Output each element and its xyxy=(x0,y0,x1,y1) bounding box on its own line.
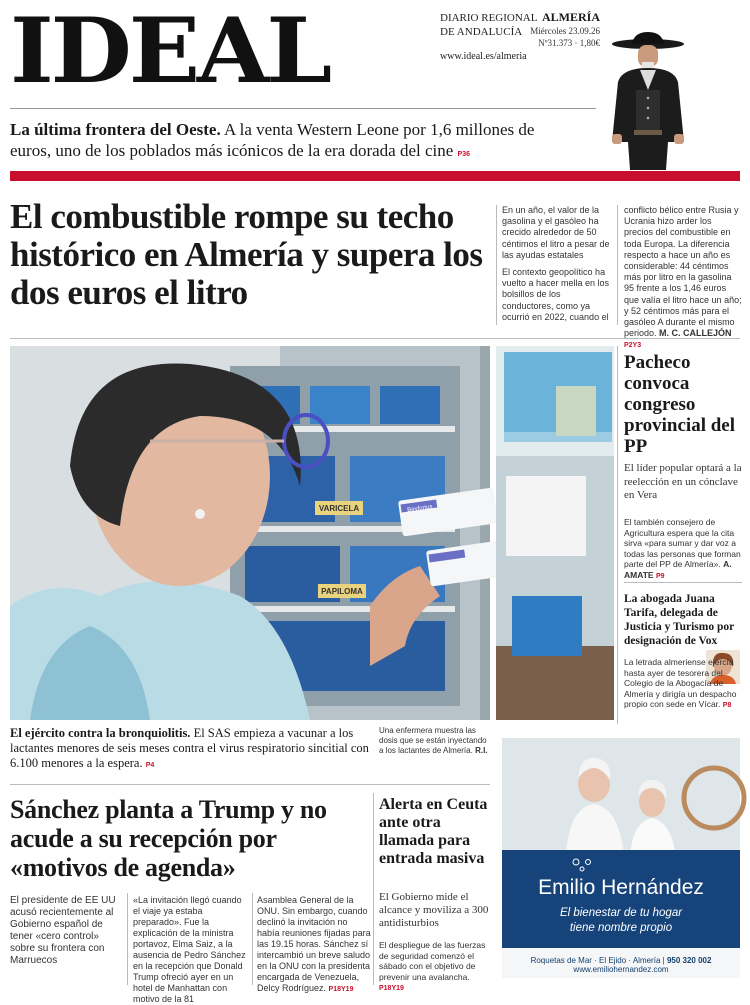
teaser-text: A la venta Western Leone por 1,6 millones de euros, uno de los poblados más icónicos de la era dorada del cine xyxy=(10,120,535,160)
ceuta-body-text: El despliegue de las fuerzas de seguridad comenzó el sábado con el objetivo de prevenir una avalancha. xyxy=(379,940,486,982)
section-rule xyxy=(10,338,740,339)
red-divider-bar xyxy=(10,171,740,181)
photo-illustration xyxy=(10,346,490,720)
sanchez-page-ref: P18Y19 xyxy=(328,986,354,993)
ad-brand-name: Emilio Hernández xyxy=(538,876,704,899)
ceuta-page-ref: P18Y19 xyxy=(379,985,404,992)
emilio-hernandez-ad[interactable] xyxy=(502,738,740,978)
column-divider xyxy=(252,893,253,985)
label-papiloma: PAPILOMA xyxy=(321,587,363,596)
website-link[interactable]: www.ideal.es/almeria xyxy=(440,51,527,62)
main-story-column-1 xyxy=(502,205,610,329)
vaccine-box-brand: Beyfortus xyxy=(406,504,433,514)
label-varicela: VARICELA xyxy=(318,504,360,513)
caption-lead: El ejército contra la bronquiolitis. xyxy=(10,726,191,740)
teaser-western-leone[interactable] xyxy=(10,119,540,165)
side-caption-credit: R.I. xyxy=(475,746,488,755)
edition-date: Miércoles 23.09.26 xyxy=(530,26,600,36)
pacheco-page-ref: P9 xyxy=(655,572,665,580)
sanchez-body-1: «La invitación llegó cuando el viaje ya estaba preparado». Fue la explicación de la ministra portavoz, Elma Saiz, a la ausencia de Pedro Sánchez en la recepción que Donald Trump ofreció ayer en un hotel de Manhattan con motivo de la 81 xyxy=(133,895,246,1004)
column-divider xyxy=(127,893,128,985)
edition-issue-price: Nº31.373 · 1,80€ xyxy=(538,38,600,48)
side-caption-text: Una enfermera muestra las dosis que se están inyectando a los lactantes de Almería. xyxy=(379,726,487,755)
masthead-rule xyxy=(10,108,596,109)
tarifa-headline[interactable]: La abogada Juana Tarifa, delegada de Justicia y Turismo por designación de Vox xyxy=(624,593,735,647)
caption-page-ref: P4 xyxy=(145,762,155,769)
sanchez-headline[interactable]: Sánchez planta a Trump y no acude a su recepción por «motivos de agenda» xyxy=(10,795,327,882)
ceuta-headline[interactable]: Alerta en Ceuta ante otra llamada para entrada masiva xyxy=(379,796,488,867)
section-rule xyxy=(624,582,742,583)
sanchez-summary: El presidente de EE UU acusó recientemente al Gobierno español de tener «cero control» sobre su frontera con Marruecos xyxy=(10,895,116,966)
pacheco-byline: A. AMATE xyxy=(624,559,732,580)
caption-text: El SAS empieza a vacunar a los lactantes menores de seis meses contra el virus respiratorio sincitial con 6.100 menores a la espera. xyxy=(10,726,369,770)
column-divider xyxy=(373,793,374,985)
ad-slogan-line-1: El bienestar de tu hogar xyxy=(559,907,683,919)
tarifa-body xyxy=(624,657,746,712)
ad-locations: Roquetas de Mar · El Ejido · Almería xyxy=(530,956,661,965)
ceuta-deck: El Gobierno mide el alcance y moviliza a 300 antidisturbios xyxy=(379,891,489,929)
main-story-column-2 xyxy=(624,205,742,352)
edition-info xyxy=(530,25,600,49)
ad-website[interactable]: www.emiliohernandez.com xyxy=(573,965,669,974)
ad-phone[interactable]: 950 320 002 xyxy=(666,956,712,965)
pacheco-body-text: El también consejero de Agricultura espera que la cita sirva «para sumar y dar voz a todas las personas que forman parte del PP de Almería». xyxy=(624,517,741,569)
main-story-body-2: conflicto bélico entre Rusia y Ucrania hizo arder los precios del combustible en toda Europa. La diferencia respecto a hace un año es considerable: 44 céntimos más por litro en la gasolina 95 frente a los 1,46 euros que valía el litro hace un año; y 52 céntimos más para el gasóleo A durante el mismo periodo. xyxy=(624,205,742,339)
nurse-vaccine-photo xyxy=(10,346,490,720)
ad-slogan-line-2: tiene nombre propio xyxy=(569,922,673,934)
ad-slogan xyxy=(502,906,740,936)
section-rule xyxy=(10,784,490,785)
tagline-line-1: DIARIO REGIONAL xyxy=(440,12,538,24)
photo-caption[interactable] xyxy=(10,726,370,773)
pacheco-body xyxy=(624,517,742,582)
ceuta-body xyxy=(379,940,491,995)
column-divider xyxy=(617,346,618,724)
edition-city: ALMERÍA xyxy=(541,10,600,24)
photo-illustration-2 xyxy=(496,346,614,720)
ad-illustration xyxy=(502,738,740,978)
pacheco-headline[interactable]: Pacheco convoca congreso provincial del PP xyxy=(624,352,736,457)
column-divider xyxy=(496,205,497,325)
main-story-body-1: El contexto geopolítico ha vuelto a hacer mella en los bolsillos de los conductores, como ya ocurrió en 2022, cuando el xyxy=(502,267,610,322)
tarifa-page-ref: P8 xyxy=(722,702,732,709)
sanchez-body-2 xyxy=(257,895,372,995)
tarifa-body-text: La letrada almeriense ejercía hasta ayer de tesorera del Colegio de la Abogacía de Almería y dirigía un despacho propio con sede en Vícar. xyxy=(624,657,737,709)
teaser-lead: La última frontera del Oeste. xyxy=(10,120,221,139)
main-story-summary: En un año, el valor de la gasolina y el gasóleo ha crecido alrededor de 50 céntimos el litro a pesar de las ayudas estatales xyxy=(502,205,610,260)
masthead-tagline xyxy=(440,11,537,39)
main-headline[interactable]: El combustible rompe su techo histórico en Almería y supera los dos euros el litro xyxy=(10,197,483,312)
cowboy-photo xyxy=(598,30,698,172)
tagline-line-2: DE ANDALUCÍA xyxy=(440,26,523,38)
column-divider xyxy=(617,205,618,325)
main-story-page-ref: P2Y3 xyxy=(624,342,642,350)
sanchez-body-2-text: Asamblea General de la ONU. Sin embargo, cuando declinó la invitación no había reuniones fijadas para las 19.15 horas. Sánchez sí intercambió un breve saludo en la ONU con la presidenta encargada de Venezuela, Delcy Rodríguez. xyxy=(257,895,371,993)
hospital-room-photo xyxy=(496,346,614,720)
masthead-logo: IDEAL xyxy=(10,0,330,104)
main-story-byline: M. C. CALLEJÓN xyxy=(659,328,732,339)
ad-footer: Roquetas de Mar · El Ejido · Almería | 950 320 002 www.emiliohernandez.com xyxy=(502,956,740,974)
teaser-page-ref: P36 xyxy=(457,151,470,158)
pacheco-deck: El líder popular optará a la reelección en un cónclave en Vera xyxy=(624,462,742,501)
photo-credit-caption xyxy=(379,726,489,756)
